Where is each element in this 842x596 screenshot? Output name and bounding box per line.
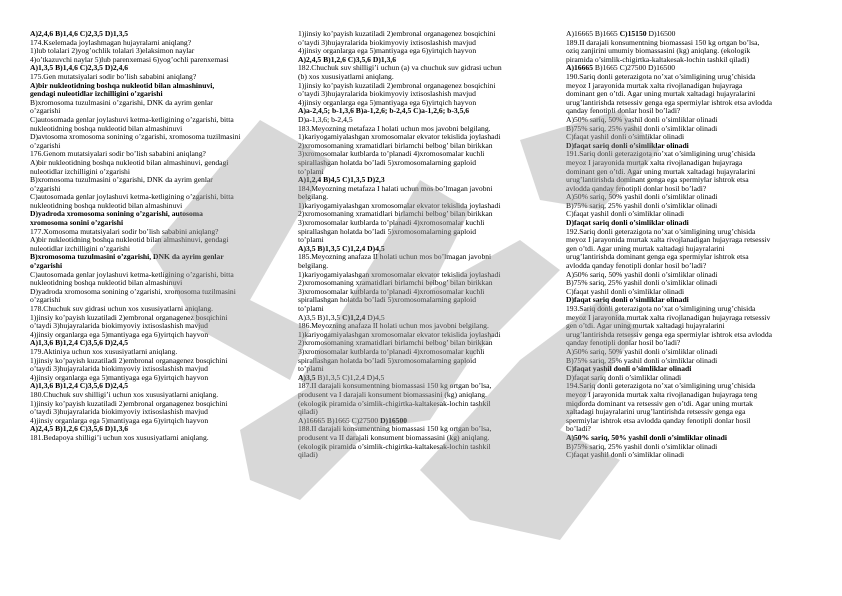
text-line: B)75% sariq, 25% yashil donli o’simliklar olinadi [566, 278, 718, 288]
text-line: 4)jinsiy organlarga ega 5)mantiyaga ega 6)yirtqich hayvon [298, 97, 477, 107]
text-line: A)16665 B)1665 C)27500 D)16500 [298, 415, 408, 425]
text-line: B)75% sariq, 25% yashil donli o’simliklar olinadi [566, 123, 718, 133]
text-line: 194.Sariq donli geterazigota no’xat o’simligining urug’chisida [566, 381, 756, 391]
text-line: belgilang. [298, 192, 329, 202]
text-line: B)75% sariq, 25% yashil donli o’simliklar olinadi [566, 441, 718, 451]
text-line: A)a-2,4,5; b-1,3,6 B)a-1,2,6; b-2,4,5 C)a-1,2,6; b-3,5,6 [298, 106, 470, 116]
text-line: avlodda qanday fenotipli donlar hosil bo’ladi? [566, 261, 707, 271]
text-line: D)a-1,3,6; b-2,4,5 [298, 114, 353, 124]
text-line: A)16665 B)1665 C)27500 D)16500 [566, 63, 676, 73]
text-line: B)75% sariq, 25% yashil donli o’simliklar olinadi [566, 200, 718, 210]
text-line: 191.Sariq donli geterazigota no’xat o’simligining urug’chisida [566, 149, 756, 159]
text-line: 184.Meyozning metafaza I halati uchun mos bo’lmagan javobni [298, 183, 493, 193]
text-line: 4)jinsiy organlarga ega 5)mantiyaga ega 6)yirtqich hayvon [30, 372, 209, 382]
text-line: 190.Sariq donli geterazigota no’xat o’simligining urug’chisida [566, 71, 756, 81]
text-line: B)xromosoma tuzulmasini o’zgarishi, DNK da ayrim genlar [30, 252, 224, 262]
text-line: nukleotidning boshqa nukleotid bilan almashinuvi [30, 278, 183, 288]
text-line: 4)jinsiy organlarga ega 5)mantiyaga ega 6)yirtqich hayvon [30, 415, 209, 425]
text-line: A)1,3,6 B)1,2,4 C)3,5,6 D)2,4,5 [30, 338, 129, 348]
text-line: A)50% sariq, 50% yashil donli o’simliklar olinadi [566, 269, 718, 279]
text-line: 187.II darajali konsumentning biomassasi 150 kg ortgan bo’lsa, [298, 381, 492, 391]
text-line: 4)jinsiy organlarga ega 5)mantiyaga ega 6)yirtqich hayvon [30, 329, 209, 339]
text-line: o’zgarishi [30, 106, 61, 116]
text-line: C)autosomada genlar joylashuvi ketma-ketligining o’zgarishi, bitta [30, 114, 234, 124]
text-line: B)xromosoma tuzulmasini o’zgarishi, DNK da ayrim genlar [30, 175, 213, 185]
text-line: A)50% sariq, 50% yashil donli o’simliklar olinadi [566, 192, 718, 202]
text-line: C)faqat yashil donli o’simliklar olinadi [566, 209, 685, 219]
text-line: 3)xromosomalar kutblarda to’planadi 4)xromosomalar kuchli [298, 218, 485, 228]
text-line: C)faqat yashil donli o’simliklar olinadi [566, 364, 692, 374]
text-line: A)1,2,4 B)4,5 C)1,3,5 D)2,3 [298, 175, 385, 185]
text-line: 1)jinsiy ko’payish kuzatiladi 2)embronal organagenez bosqichini [30, 312, 228, 322]
text-line: 177.Xomosoma mutatsiyalari sodir bo’lish sababini aniqlang? [30, 226, 219, 236]
text-line: A)50% sariq, 50% yashil donli o’simliklar olinadi [566, 346, 718, 356]
text-line: spermiylar ishtrok etsa avlodda qanday fenotipli donlar hosil [566, 415, 751, 425]
text-line: nuleotidlar izchilligini o’zgarishi [30, 243, 130, 253]
text-line: 179.Aktiniya uchun xos xususiyatlarni aniqlang. [30, 346, 178, 356]
text-line: 2)xromosomaning xramatidlari birlamchi belbog’ bilan birikkan [298, 209, 493, 219]
text-line: 1)jinsiy ko’payish kuzatiladi 2)embronal organagenez bosqichini [30, 398, 228, 408]
text-line: o’taydi 3)hujayralarida biokimyoviy ixtisoslashish mavjud [298, 89, 476, 99]
text-line: A)2,4,6 B)1,4,6 C)2,3,5 D)1,3,5 [30, 29, 129, 38]
text-line: meyoz I jarayonida murtak xalta rivojlanadigan hujayraga retsessiv [566, 235, 771, 245]
text-line: 3)xromosomalar kutblarda to’planadi 4)xromosomalar kuchli [298, 149, 485, 159]
text-line: D)faqat sariq donli o’simliklar olinadi [566, 295, 689, 305]
column-left [30, 30, 276, 443]
text-line: A)3,5 B)1,3,5 C)1,2,4 D)4,5 [298, 243, 385, 253]
text-line: urug’lantirishda retsessiv genga ega spermiylar ishtrok etsa avlodda [566, 329, 773, 339]
text-line: spirallashgan holatda bo’ladi 5)xromosomalarning gaploid [298, 355, 476, 365]
text-line: qanday fenotipli donlar hosil bo’ladi? [566, 106, 681, 116]
text-line: A)1,3,5 B)1,4,6 C)2,3,5 D)2,4,6 [30, 63, 129, 73]
text-line: 3)xromosomalar kutblarda to’planadi 4)xromosomalar kuchli [298, 286, 485, 296]
text-line: A)bir nukleotidning boshqa nukleotid bilan almashinuvi, gendagi [30, 235, 229, 245]
text-line: A)1,3,6 B)1,2,4 C)3,5,6 D)2,4,5 [30, 381, 129, 391]
text-line: qiladi) [298, 450, 318, 460]
text-line: 193.Sariq donli geterazigota no’xat o’simligining urug’chisida [566, 304, 756, 313]
text-line: 1)kariyogamiyalashgan xromosomalar ekvator tekislida joylashadi [298, 329, 501, 339]
text-line: 1)kariyogamiyalashgan xromosomalar ekvator tekislida joylashadi [298, 200, 501, 210]
text-line: 1)jinsiy ko’payish kuzatiladi 2)embronal organagenez bosqichini [30, 355, 228, 365]
text-line: 1)jinsiy ko’payish kuzatiladi 2)embronal organagenez bosqichini [298, 80, 496, 90]
text-line: meyoz I jarayonida murtak xalta rivojlanadigan hujayraga [566, 80, 743, 90]
text-line: o’zgarishi [30, 140, 61, 150]
text-line: produsent va I darajali konsument biomassasini (kg) aniqlang. [298, 389, 487, 399]
text-line: 185.Meyozning anafaza II holati uchun mos bo’lmagan javobni [298, 252, 492, 262]
text-line: nukleotidning boshqa nukleotid bilan almashinuvi [30, 200, 183, 210]
text-line: spirallashgan holatda bo’ladi 5)xromosomalarning gaploid [298, 295, 476, 305]
text-line: B)75% sariq, 25% yashil donli o’simliklar olinadi [566, 355, 718, 365]
text-line: A)bir nukleotidning boshqa nukleotid bilan almashinuvi, gendagi [30, 157, 229, 167]
text-line: A)3,5 B)1,3,5 C)1,2,4 D)4,5 [298, 312, 385, 322]
text-line: o’taydi 3)hujayralarida biokimyoviy ixtisoslashish mavjud [30, 407, 208, 417]
text-line: 1)kariyogamiyalashgan xromosomalar ekvator tekislida joylashadi [298, 132, 501, 142]
text-line: 192.Sariq donli geterazigota no’xat o’simligining urug’chisida [566, 226, 756, 236]
text-line: avlodda qanday fenotipli donlar hosil bo’ladi? [566, 183, 707, 193]
text-line: belgilang. [298, 261, 329, 271]
text-line: C)faqat yashil donli o’simliklar olinadi [566, 132, 685, 142]
text-line: D)faqat sariq donli o’simliklar olinadi [566, 140, 689, 150]
text-line: 1)lub tolalari 2)yog’ochlik tolalari 3)elaksimon naylar [30, 46, 195, 56]
text-line: A)3,5 B)1,3,5 C)1,2,4 D)4,5 [298, 372, 385, 382]
text-line: (b) xos xususiyatlarni aniqlang. [298, 71, 394, 81]
text-line: spirallashgan holatda bo’ladi 5)xromosomalarning gaploid [298, 157, 476, 167]
text-line: 182.Chuchuk suv shilligi’i uchun (a) va chuchuk suv gidrasi uchun [298, 63, 502, 73]
text-line: 4)o’tkazuvchi naylar 5)lub parenxemasi 6)yog’ochli parenxemasi [30, 54, 229, 64]
text-line: 176.Genom mutatsiyalari sodir bo’lish sababini aniqlang? [30, 149, 206, 159]
text-line: o’taydi 3)hujayralarida biokimyoviy ixtisoslashish mavjud [298, 37, 476, 47]
text-line: to’plami [298, 235, 324, 245]
text-line: o’taydi 3)hujayralarida biokimyoviy ixtisoslashish mavjud [30, 321, 208, 331]
text-line: nukleotidning boshqa nukleotid bilan almashinuvi [30, 123, 183, 133]
text-line: qanday fenotipli donlar hosil bo’ladi? [566, 338, 681, 348]
text-line: meyoz I jarayonida murtak xalta rivojlanadigan hujayraga retsessiv [566, 312, 771, 322]
text-line: 2)xromosomaning xramatidlari birlamchi belbog’ bilan birikkan [298, 278, 493, 288]
text-line: xromosoma sonini o’zgarishi [30, 218, 124, 228]
text-line: to’plami [298, 304, 324, 313]
text-line: D)faqat sariq donli o’simliklar olinadi [566, 218, 689, 228]
text-line: 174.Kselemada joylashmagan hujayralarni aniqlang? [30, 37, 192, 47]
text-line: piramida o’simlik-chigirtka-kaltakesak-lochin tashkil qiladi) [566, 54, 750, 64]
text-line: meyoz I jarayonida murtak xalta rivojlanadigan hujayraga [566, 157, 743, 167]
text-line: xaltadagi hujayralarini urug’lantirishda retsessiv genga ega [566, 407, 746, 417]
text-line: miqdorda dominant va retsessiv gen o’tdi. Agar uning murtak [566, 398, 753, 408]
text-line: C)autosomada genlar joylashuvi ketma-ketligining o’zgarishi, bitta [30, 269, 234, 279]
text-line: dominant gen o’tdi. Agar uning murtak xaltadagi hujayralarini [566, 89, 756, 99]
text-line: to’plami [298, 364, 324, 374]
text-line: A)2,4,5 B)1,2,6 C)3,5,6 D)1,3,6 [298, 54, 397, 64]
text-line: o’zgarishi [30, 183, 61, 193]
text-line: D)yadroda xromosoma sonining o’zgarishi, xromosoma tuzilmasini [30, 286, 236, 296]
text-line: meyoz I jarayonida murtak xalta rivojlanadigan hujayraga teng [566, 389, 758, 399]
text-line: to’plami [298, 166, 324, 176]
text-line: 4)jinsiy organlarga ega 5)mantiyaga ega 6)yirtqich hayvon [298, 46, 477, 56]
text-line: produsent va II darajali konsument biomassasini (kg) aniqlang. [298, 432, 490, 442]
text-line: B)xromosoma tuzulmasini o’zgarishi, DNK da ayrim genlar [30, 97, 213, 107]
text-line: 175.Gen mutatsiyalari sodir bo’lish sababini aniqlang? [30, 71, 197, 81]
text-line: o’taydi 3)hujayralarida biokimyoviy ixtisoslashish mavjud [30, 364, 208, 374]
text-line: 3)xromosomalar kutblarda to’planadi 4)xromosomalar kuchli [298, 346, 485, 356]
text-line: dominant gen o’tdi. Agar uning murtak xaltadagi hujayralarini [566, 166, 756, 176]
text-line: 2)xromosomaning xramatidlari birlamchi belbog’ bilan birikkan [298, 140, 493, 150]
text-line: D)faqat sariq donli o’simliklar olinadi [566, 372, 682, 382]
text-line: A)50% sariq, 50% yashil donli o’simliklar olinadi [566, 114, 718, 124]
text-line: D)yadroda xromosoma sonining o’zgarishi, autosoma [30, 209, 203, 219]
text-line: o’zgarishi [30, 295, 61, 305]
text-line: 180.Chuchuk suv shilligi’i uchun xos xususiyatlarni aniqlang. [30, 389, 219, 399]
text-line: 1)jinsiy ko’payish kuzatiladi 2)embronal organagenez bosqichini [298, 29, 496, 38]
text-line: 181.Bedapoya shilligi’i uchun xos xususiyatlarni aniqlang. [30, 432, 209, 442]
text-line: 2)xromosomaning xramatidlari birlamchi belbog’ bilan birikkan [298, 338, 493, 348]
column-middle [298, 30, 548, 460]
text-line: gen o’tdi. Agar uning murtak xaltadagi hujayralarini [566, 321, 725, 331]
text-line: urug’lantirishda retsessiv genga ega spermiylar ishtrok etsa avlodda [566, 97, 773, 107]
text-line: oziq zanjirini umumiy biomassasini (kg) aniqlang. (ekologik [566, 46, 751, 56]
text-line: gen o’tdi. Agar uning murtak xaltadagi hujayralarini [566, 243, 725, 253]
text-line: nuleotidlar izchilligini o’zgarishi [30, 166, 130, 176]
text-line: bo’ladi? [566, 424, 591, 434]
text-line: spirallashgan holatda bo’ladi 5)xromosomalarning gaploid [298, 226, 476, 236]
text-line: 186.Meyozning anafaza II holati uchun mos javobni belgilang. [298, 321, 489, 331]
text-line: D)avtosoma xromosoma sonining o’zgarishi, xromosoma tuzilmasini [30, 132, 241, 142]
text-line: urug’lantirishda dominant genga ega spermiylar ishtrok etsa [566, 175, 749, 185]
text-line: A)bir nukleotidning boshqa nukleotid bilan almashinuvi, [30, 80, 215, 90]
text-line: C)autosomada genlar joylashuvi ketma-ketligining o’zgarishi, bitta [30, 192, 234, 202]
text-line: qiladi) [298, 407, 318, 417]
text-line: A)16665 B)1665 C)15150 D)16500 [566, 29, 676, 38]
text-line: urug’lantirishda dominant genga ega spermiylar ishtrok etsa [566, 252, 749, 262]
text-line: A)2,4,5 B)1,2,6 C)3,5,6 D)1,3,6 [30, 424, 129, 434]
text-line: 178.Chuchuk suv gidrasi uchun xos xususiyatlarni aniqlang. [30, 304, 214, 313]
text-line: (ekologik piramida o’simlik-chigirtka-kaltakesak-lochin tashkil [298, 441, 491, 451]
text-line: C)faqat yashil donli o’simliklar olinadi [566, 286, 685, 296]
text-line: 188.II darajali konsumentning biomassasi 150 kg ortgan bo’lsa, [298, 424, 492, 434]
text-line: 1)kariyogamiyalashgan xromosomalar ekvator tekislida joylashadi [298, 269, 501, 279]
text-line: 189.II darajali konsumentning biomassasi 150 kg ortgan bo’lsa, [566, 37, 760, 47]
text-line: (ekologik piramida o’simlik-chigirtka-kaltakesak-lochin tashkil [298, 398, 491, 408]
text-line: o’zgarishi [30, 261, 63, 271]
text-line: 183.Meyozning metafaza I holati uchun mos javobni belgilang. [298, 123, 491, 133]
text-line: A)50% sariq, 50% yashil donli o’simliklar olinadi [566, 432, 727, 442]
column-right [566, 30, 816, 460]
text-line: C)faqat yashil donli o’simliklar olinadi [566, 450, 685, 460]
text-line: gendagi nuleotidlar izchilligini o’zgarishi [30, 89, 163, 99]
